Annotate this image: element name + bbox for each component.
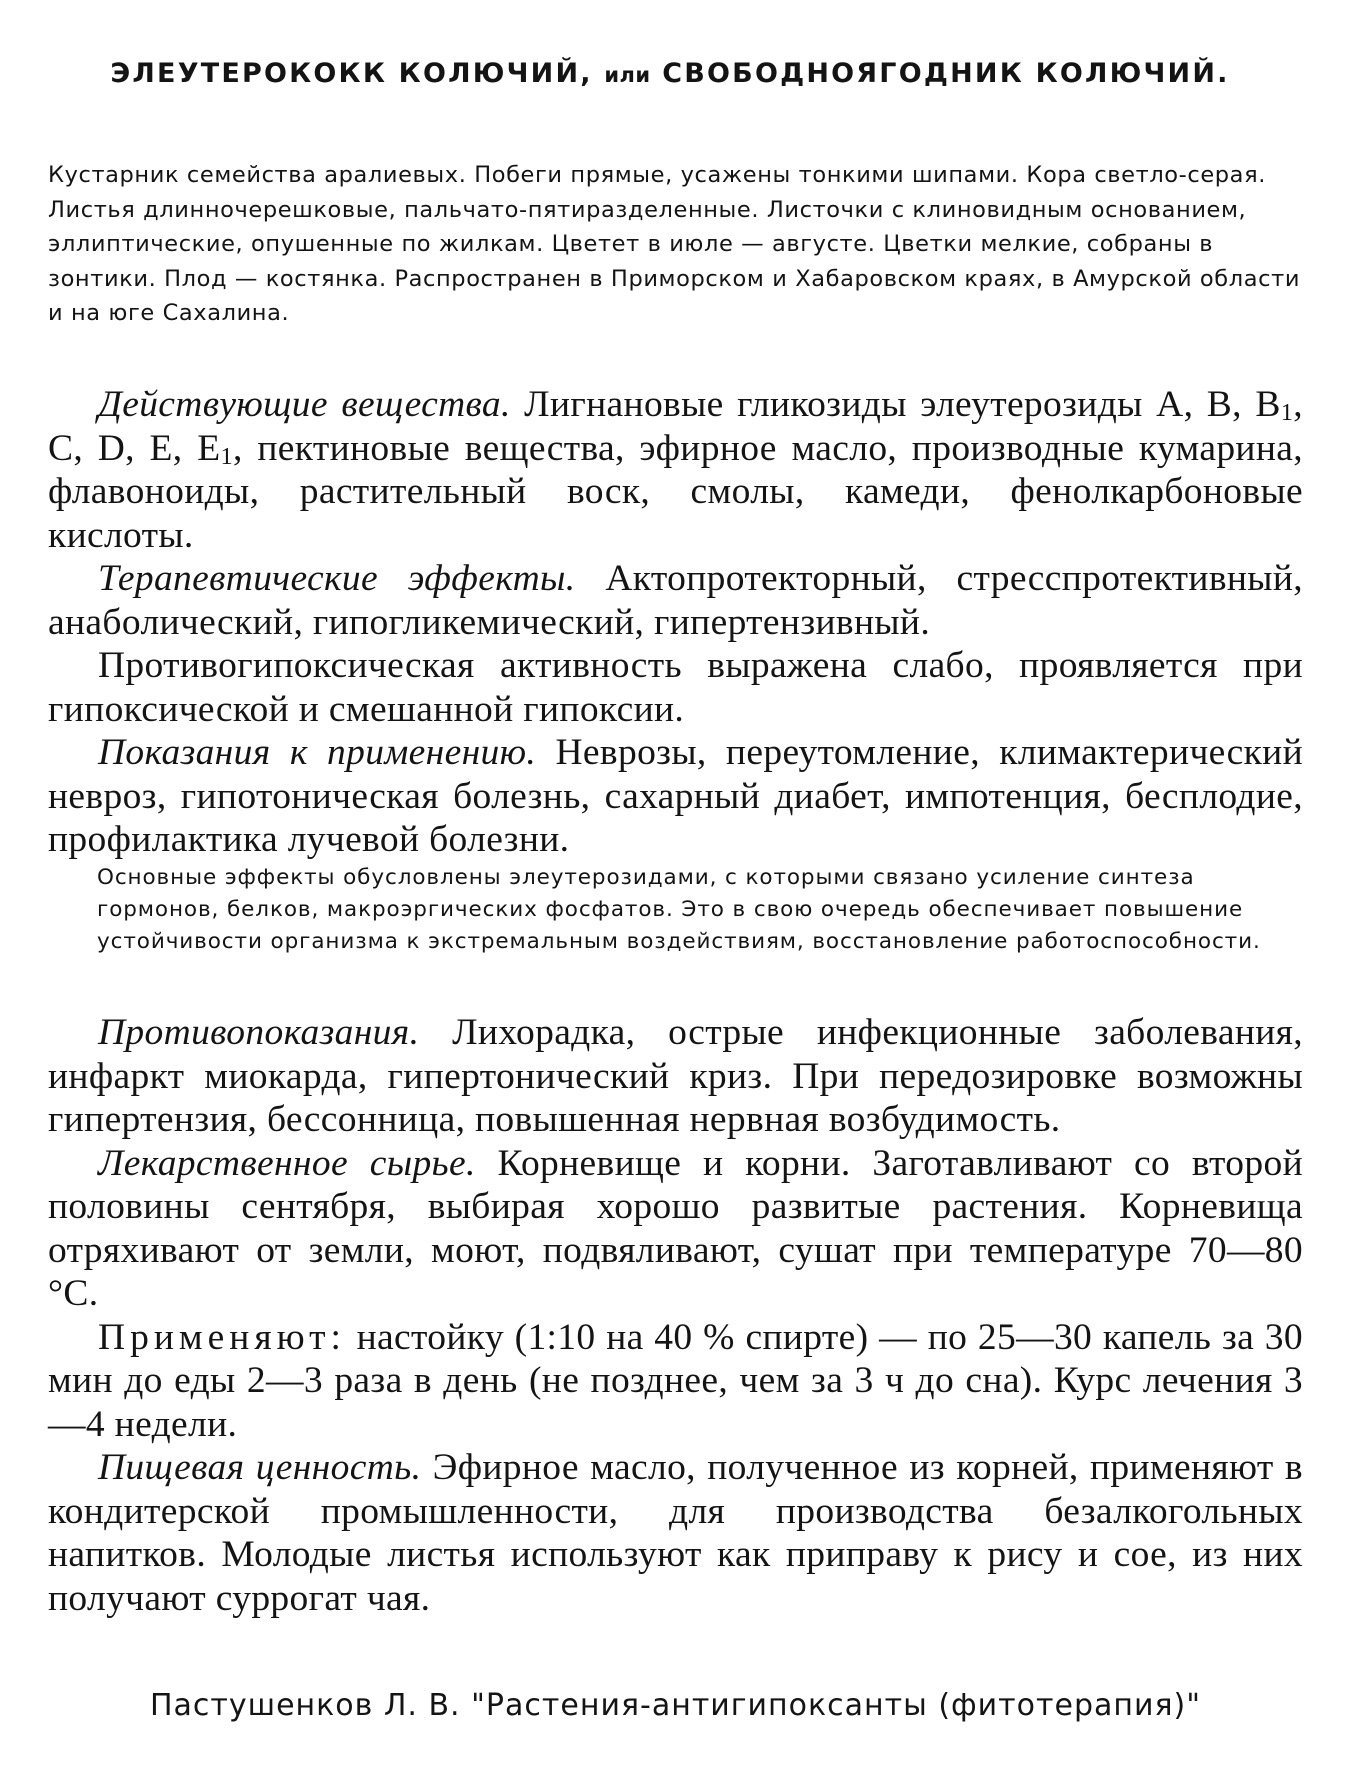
indications-paragraph bbox=[48, 731, 1303, 862]
main-text-block-2 bbox=[48, 1011, 1303, 1620]
indications-heading: Показания к применению. bbox=[98, 732, 537, 773]
active-substances-sub-1: 1 bbox=[1280, 399, 1294, 426]
main-text-block-1 bbox=[48, 383, 1303, 862]
contraindications-paragraph bbox=[48, 1011, 1303, 1142]
therapeutic-effects-paragraph bbox=[48, 557, 1303, 644]
active-substances-text-b: , С, D, Е, Е bbox=[48, 384, 1303, 469]
food-value-paragraph bbox=[48, 1446, 1303, 1620]
food-value-heading: Пищевая ценность. bbox=[98, 1447, 422, 1488]
title-connector: или bbox=[604, 63, 651, 87]
title-name-alternate: СВОБОДНОЯГОДНИК КОЛЮЧИЙ. bbox=[662, 58, 1230, 89]
title-name-primary: ЭЛЕУТЕРОКОКК КОЛЮЧИЙ, bbox=[110, 58, 593, 89]
source-reference: Пастушенков Л. В. "Растения-антигипоксанты (фитотерапия)" bbox=[149, 1688, 1202, 1723]
raw-material-paragraph bbox=[48, 1142, 1303, 1316]
raw-material-heading: Лекарственное сырье. bbox=[98, 1142, 476, 1184]
usage-paragraph bbox=[48, 1316, 1303, 1447]
food-value-text: Эфирное масло, полученное из корней, применяют в кондитерской промышленности, для производства безалкогольных напитков. Молодые листья используют как приправу к рису и сое, из них получают суррогат чая. bbox=[48, 1447, 1303, 1619]
antihypoxic-paragraph: Противогипоксическая активность выражена слабо, проявляется при гипоксической и смешанной гипоксии. bbox=[48, 645, 1303, 730]
description-text: Кустарник семейства аралиевых. Побеги прямые, усажены тонкими шипами. Кора светло-серая. Листья длинночерешковые, пальчато-пятиразделенные. Листочки с клиновидным основанием, эллиптические, опушенные по жилкам. Цветет в июле — августе. Цветки мелкие, собраны в зонтики. Плод — костянка. Распространен в Приморском и Хабаровском краях, в Амурской области и на юге Сахалина. bbox=[48, 162, 1301, 326]
plant-description bbox=[48, 158, 1303, 331]
indications-text: Неврозы, переутомление, климактерический невроз, гипотоническая болезнь, сахарный диабет, импотенция, бесплодие, профилактика лучевой болезни. bbox=[48, 732, 1303, 860]
active-substances-text-a: Лигнановые гликозиды элеутерозиды А, В, В bbox=[510, 384, 1281, 425]
contraindications-text: Лихорадка, острые инфекционные заболевания, инфаркт миокарда, гипертонический криз. При передозировке возможны гипертензия, бессонница, повышенная нервная возбудимость. bbox=[48, 1012, 1303, 1140]
active-substances-heading: Действующие вещества. bbox=[98, 384, 511, 425]
therapeutic-effects-heading: Терапевтические эффекты. bbox=[98, 558, 576, 599]
therapeutic-effects-text: Актопротекторный, стресспротективный, анаболический, гипогликемический, гипертензивный. bbox=[48, 558, 1303, 643]
contraindications-heading: Противопоказания. bbox=[98, 1012, 420, 1053]
active-substances-paragraph bbox=[48, 383, 1303, 557]
active-substances-text-c: , пектиновые вещества, эфирное масло, производные кумарина, флавоноиды, растительный воск, смолы, камеди, фенолкарбоновые кислоты. bbox=[48, 427, 1303, 556]
usage-text: настойку (1:10 на 40 % спирте) — по 25—30 капель за 30 мин до еды 2—3 раза в день (не позднее, чем за 3 ч до сна). Курс лечения 3—4 недели. bbox=[48, 1316, 1303, 1445]
raw-material-text: Корневище и корни. Заготавливают со второй половины сентября, выбирая хорошо развитые растения. Корневища отряхивают от земли, моют, подвяливают, сушат при температуре 70—80 °С. bbox=[48, 1142, 1303, 1314]
active-substances-sub-2: 1 bbox=[220, 442, 233, 470]
note-text: Основные эффекты обусловлены элеутерозидами, с которыми связано усиление синтеза гормонов, белков, макроэргических фосфатов. Это в свою очередь обеспечивает повышение устойчивости организма к экстремальным воздействиям, восстановление работоспособности. bbox=[97, 865, 1261, 954]
mechanism-note bbox=[97, 862, 1302, 958]
page-title bbox=[50, 58, 1290, 89]
usage-lead: Применяют: bbox=[98, 1316, 346, 1358]
